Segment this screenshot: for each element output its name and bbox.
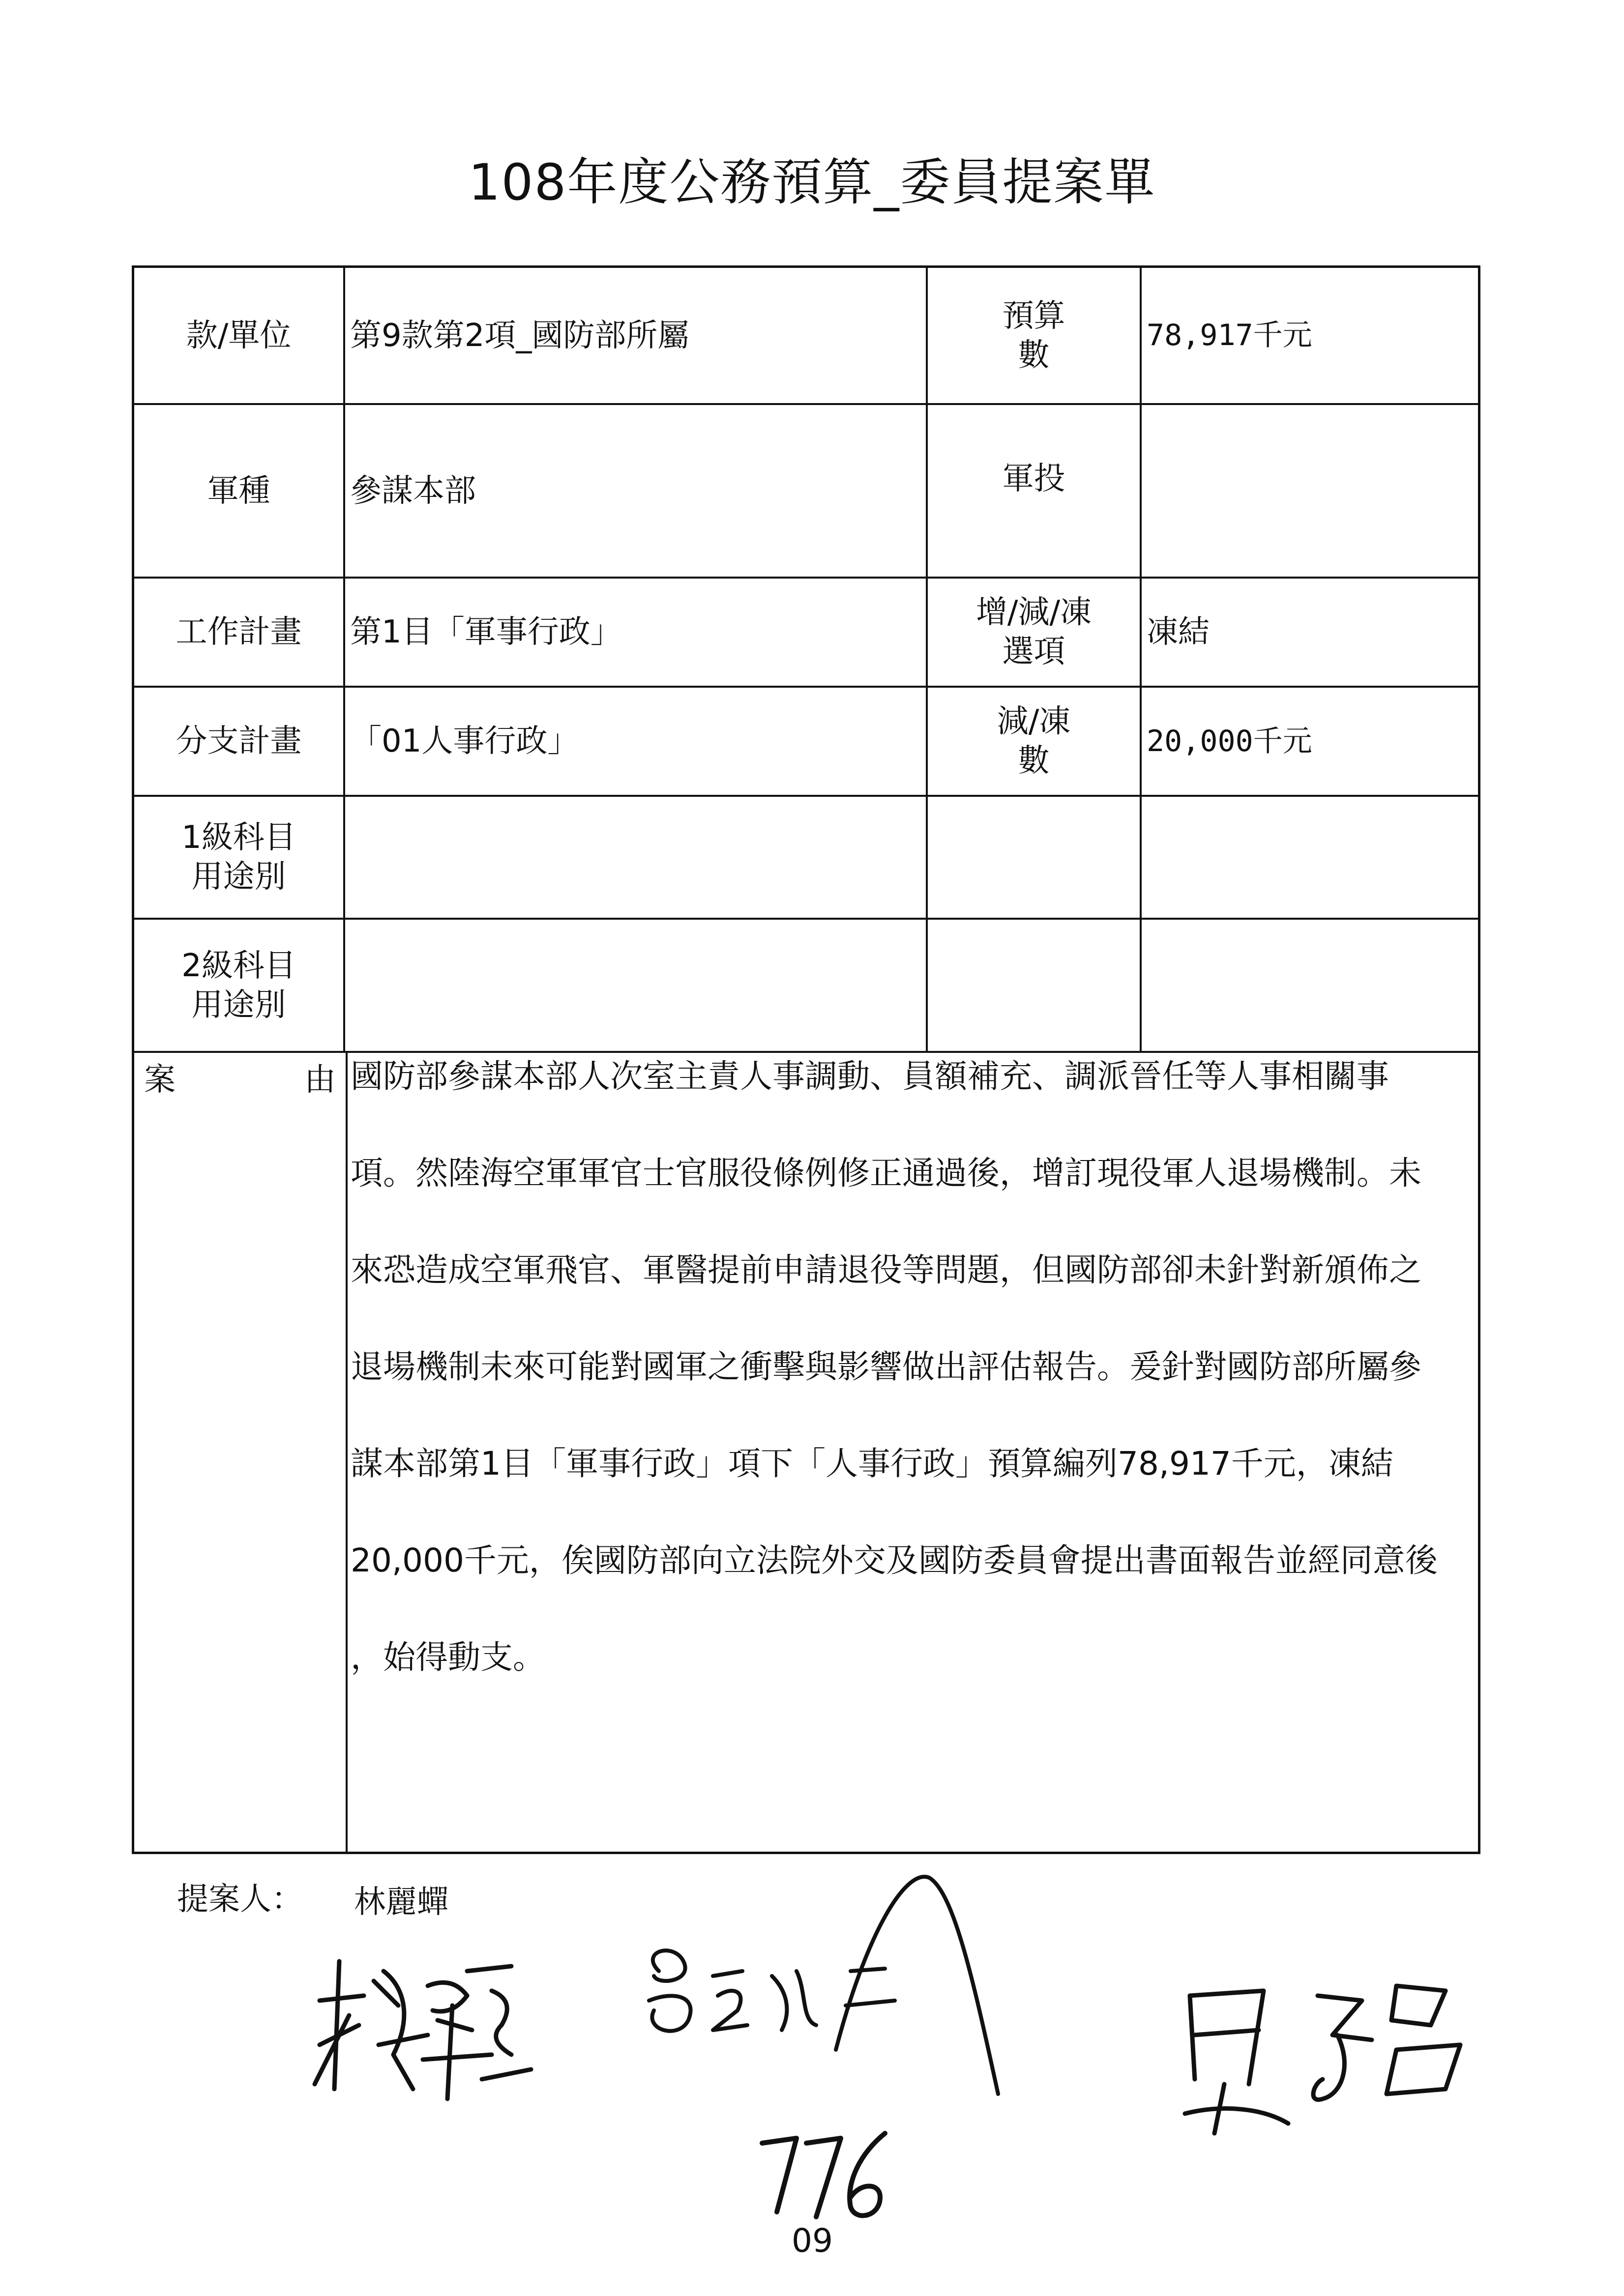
label-level2-item <box>134 920 343 1051</box>
value-account-unit: 第9款第2項_國防部所屬 <box>350 317 689 354</box>
label-line-2: 數 <box>1018 743 1050 779</box>
handwritten-page-number <box>752 2114 900 2227</box>
label-military-investment <box>928 405 1140 552</box>
value-work-plan: 第1目「軍事行政」 <box>350 614 622 650</box>
signature-3 <box>1165 1966 1480 2143</box>
label-line-2: 選項 <box>1002 634 1065 670</box>
reason-line: 項。然陸海空軍軍官士官服役條例修正通過後，增訂現役軍人退場機制。未 <box>351 1154 1421 1192</box>
reason-label <box>134 1054 346 1100</box>
label-line-2: 用途別 <box>191 859 286 895</box>
label-option <box>928 579 1140 686</box>
label-reduce-freeze-amount <box>928 688 1140 795</box>
proposal-form-table <box>132 265 1480 1854</box>
label-sub-plan: 分支計畫 <box>176 723 302 759</box>
label-account-unit: 款/單位 <box>186 317 292 354</box>
label-line-1: 軍投 <box>1002 461 1065 497</box>
reason-line: 20,000千元，俟國防部向立法院外交及國防委員會提出書面報告並經同意後 <box>351 1541 1438 1579</box>
reason-text <box>351 1052 1476 1730</box>
reason-line: 退場機制未來可能對國軍之衝擊與影響做出評估報告。爰針對國防部所屬參 <box>351 1348 1421 1386</box>
reason-label-char-b: 由 <box>304 1062 336 1098</box>
label-service-branch: 軍種 <box>207 472 270 509</box>
proposer-name: 林麗蟬 <box>354 1884 448 1920</box>
reason-line: 謀本部第1目「軍事行政」項下「人事行政」預算編列78,917千元，凍結 <box>351 1445 1393 1482</box>
reason-line: 國防部參謀本部人次室主責人事調動、員額補充、調派晉任等人事相關事 <box>351 1057 1389 1095</box>
page-number: 09 <box>792 2222 833 2260</box>
value-military-investment <box>1142 405 1479 577</box>
reason-line: 來恐造成空軍飛官、軍醫提前申請退役等問題，但國防部卻未針對新頒佈之 <box>351 1251 1421 1289</box>
value-reduce-freeze-amount: 20,000千元 <box>1147 724 1312 758</box>
label-line-1: 1級科目 <box>181 819 296 856</box>
label-line-1: 增/減/凍 <box>975 594 1092 631</box>
label-line-2: 用途別 <box>191 987 286 1023</box>
signature-1 <box>305 1942 541 2109</box>
value-budget-amount: 78,917千元 <box>1147 318 1312 352</box>
signature-2 <box>629 1863 1013 2109</box>
value-option: 凍結 <box>1147 614 1210 650</box>
value-service-branch: 參謀本部 <box>350 472 476 509</box>
label-line-1: 預算 <box>1002 297 1065 334</box>
value-sub-plan: 「01人事行政」 <box>350 723 579 759</box>
label-level1-item <box>134 797 343 918</box>
proposer-label: 提案人： <box>177 1881 303 1918</box>
label-line-1: 減/凍 <box>997 703 1071 740</box>
reason-label-char-a: 案 <box>144 1062 176 1098</box>
label-work-plan: 工作計畫 <box>176 614 302 650</box>
label-line-1: 2級科目 <box>181 947 296 984</box>
label-budget-amount <box>928 268 1140 403</box>
form-title: 108年度公務預算_委員提案單 <box>468 153 1156 212</box>
reason-line: ，始得動支。 <box>351 1638 545 1676</box>
label-line-2: 數 <box>1018 337 1050 374</box>
